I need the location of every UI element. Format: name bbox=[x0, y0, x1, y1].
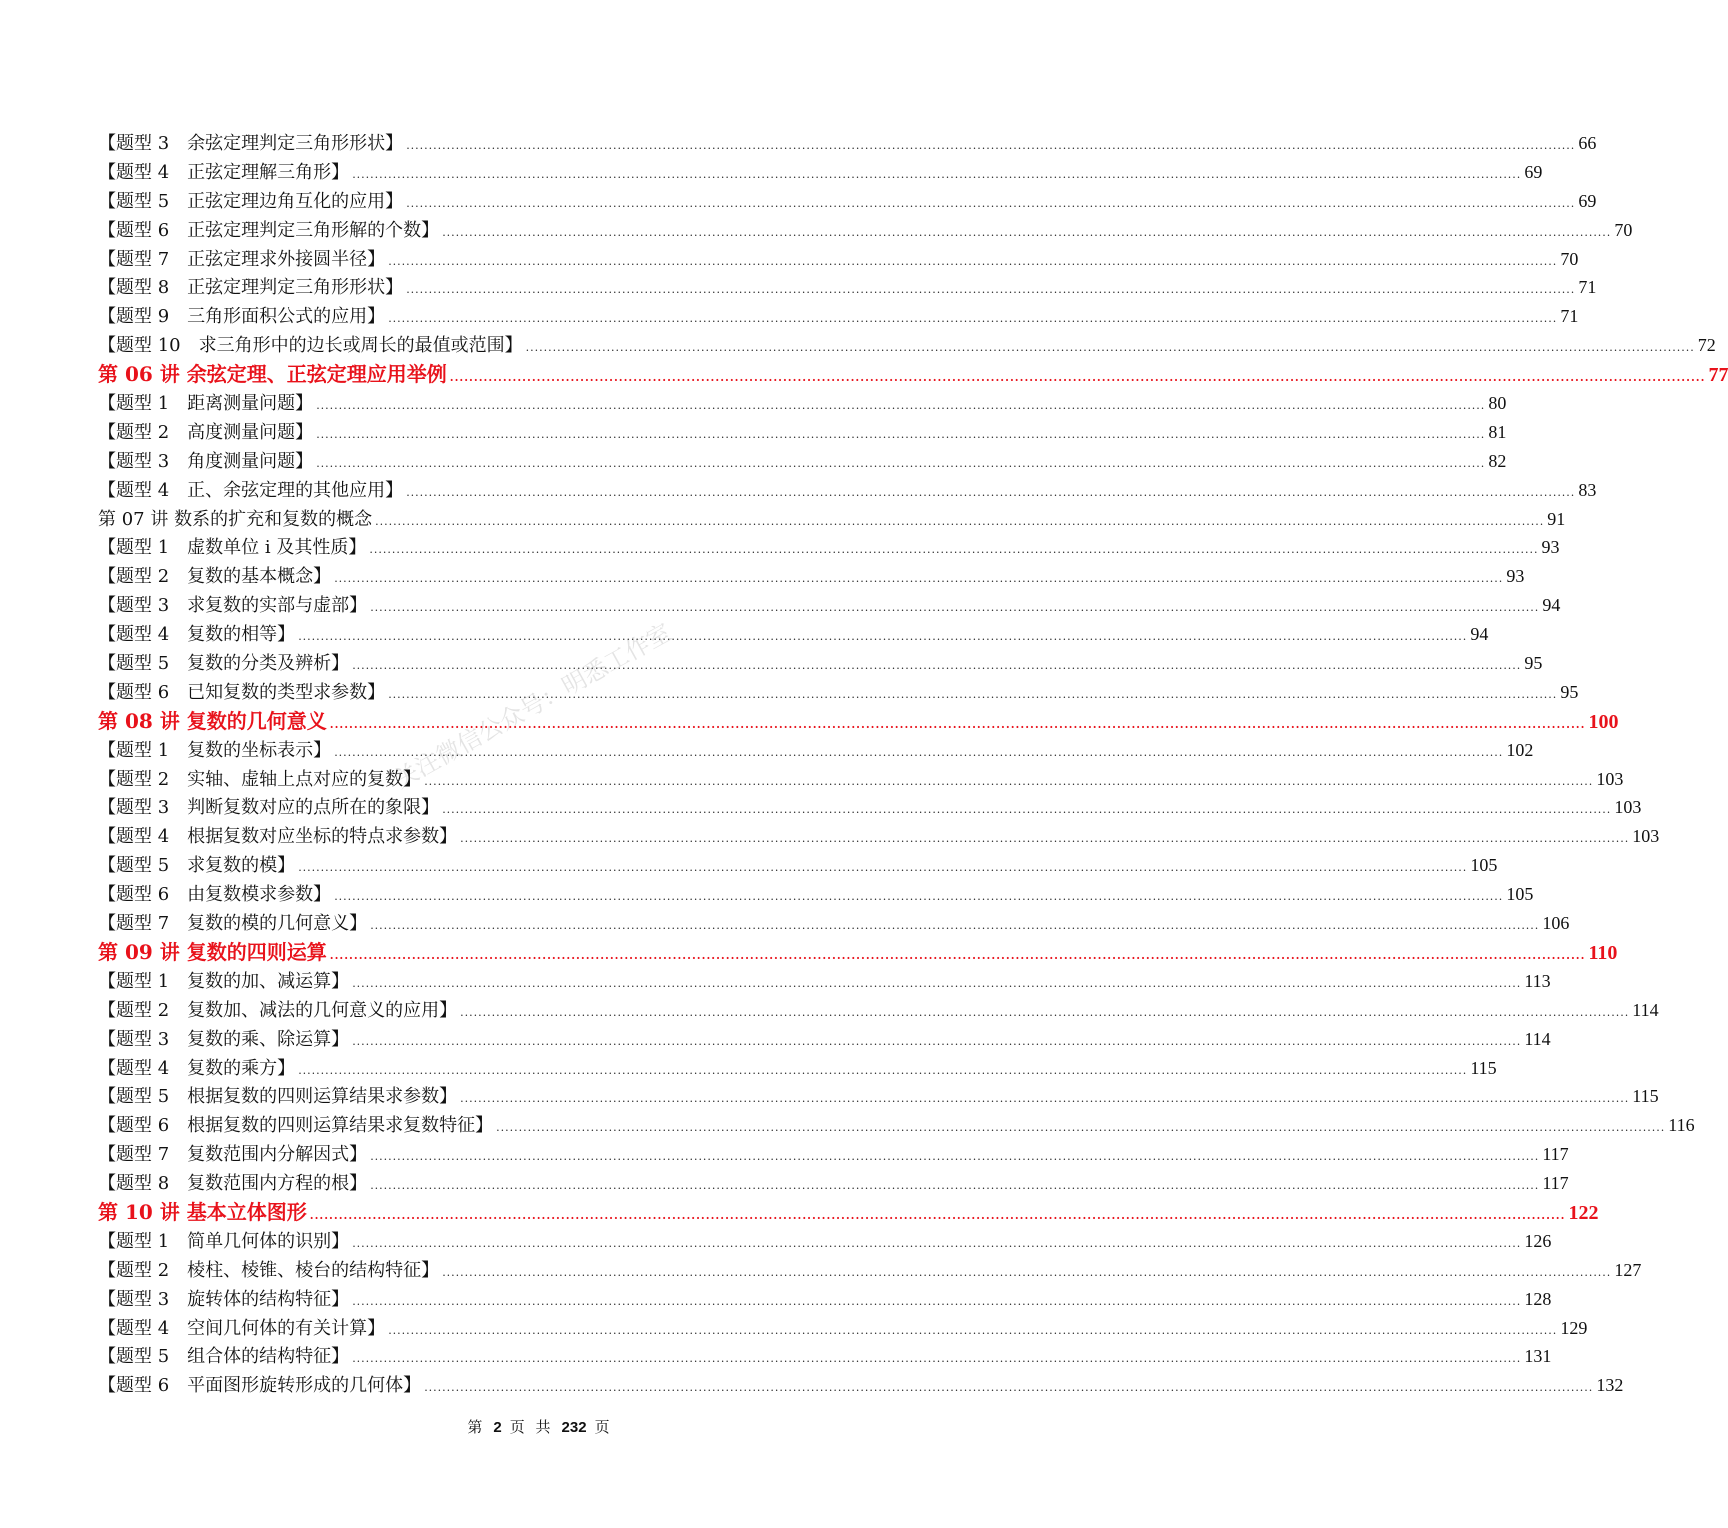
toc-page-number: 80 bbox=[1488, 393, 1507, 414]
toc-lecture-heading[interactable] bbox=[98, 505, 1566, 534]
toc-item[interactable] bbox=[98, 996, 1659, 1025]
watermark-text: 关注微信公众号：明悉工作室 bbox=[389, 618, 676, 794]
toc-page-number: 106 bbox=[1542, 913, 1570, 934]
dot-leader: .................................................................................................................................................................................................................................................................... bbox=[329, 948, 1586, 962]
toc-entry-title: 第 09 讲 复数的四则运算 bbox=[98, 939, 327, 964]
toc-page-number: 129 bbox=[1560, 1317, 1588, 1338]
dot-leader: .................................................................................................................................................................................................................................................................... bbox=[352, 1236, 1522, 1250]
dot-leader: .................................................................................................................................................................................................................................................................... bbox=[309, 1208, 1566, 1222]
dot-leader: .................................................................................................................................................................................................................................................................... bbox=[442, 1265, 1612, 1279]
toc-entry-title: 【题型 7 复数的模的几何意义】 bbox=[98, 913, 368, 935]
toc-entry-title: 【题型 3 旋转体的结构特征】 bbox=[98, 1288, 350, 1310]
toc-item[interactable] bbox=[98, 591, 1561, 620]
page-footer bbox=[0, 1416, 1080, 1437]
toc-page-number: 71 bbox=[1578, 277, 1597, 298]
toc-item[interactable] bbox=[98, 187, 1597, 216]
toc-item[interactable] bbox=[98, 1314, 1588, 1343]
toc-page-number: 69 bbox=[1578, 190, 1597, 211]
toc-entry-title: 【题型 4 正弦定理解三角形】 bbox=[98, 161, 350, 183]
toc-item[interactable] bbox=[98, 331, 1716, 360]
dot-leader: .................................................................................................................................................................................................................................................................... bbox=[388, 1323, 1558, 1337]
footer-suffix: 页 bbox=[594, 1418, 613, 1436]
dot-leader: .................................................................................................................................................................................................................................................................... bbox=[525, 341, 1695, 355]
toc-page-number: 94 bbox=[1470, 624, 1489, 645]
toc-entry-title: 【题型 7 复数范围内分解因式】 bbox=[98, 1144, 368, 1166]
dot-leader: .................................................................................................................................................................................................................................................................... bbox=[442, 803, 1612, 817]
footer-total-pages: 232 bbox=[561, 1419, 587, 1436]
toc-page-number: 126 bbox=[1524, 1230, 1552, 1251]
toc-item[interactable] bbox=[98, 1054, 1497, 1083]
dot-leader: .................................................................................................................................................................................................................................................................... bbox=[352, 1034, 1522, 1048]
dot-leader: .................................................................................................................................................................................................................................................................... bbox=[298, 630, 1468, 644]
toc-entry-title: 【题型 1 虚数单位 i 及其性质】 bbox=[98, 537, 367, 559]
toc-item[interactable] bbox=[98, 1371, 1624, 1400]
dot-leader: .................................................................................................................................................................................................................................................................... bbox=[406, 139, 1576, 152]
dot-leader: .................................................................................................................................................................................................................................................................... bbox=[370, 601, 1540, 615]
toc-page-number: 113 bbox=[1524, 970, 1551, 991]
toc-item[interactable] bbox=[98, 1082, 1659, 1111]
toc-item[interactable] bbox=[98, 909, 1570, 938]
dot-leader: .................................................................................................................................................................................................................................................................... bbox=[298, 1063, 1468, 1077]
toc-entry-title: 【题型 2 复数的基本概念】 bbox=[98, 566, 332, 588]
toc-entry-title: 【题型 5 组合体的结构特征】 bbox=[98, 1346, 350, 1368]
toc-item[interactable] bbox=[98, 1342, 1552, 1371]
toc-entry-title: 【题型 5 求复数的模】 bbox=[98, 855, 296, 877]
toc-item[interactable] bbox=[98, 765, 1624, 794]
toc-entry-title: 【题型 1 复数的加、减运算】 bbox=[98, 970, 350, 992]
toc-entry-title: 【题型 7 正弦定理求外接圆半径】 bbox=[98, 248, 386, 270]
toc-entry-title: 【题型 2 实轴、虚轴上点对应的复数】 bbox=[98, 768, 422, 790]
toc-page-number: 77 bbox=[1708, 364, 1728, 387]
toc-page-number: 103 bbox=[1614, 797, 1642, 818]
toc-entry-title: 【题型 1 复数的坐标表示】 bbox=[98, 739, 332, 761]
dot-leader: .................................................................................................................................................................................................................................................................... bbox=[334, 572, 1504, 586]
toc-page-number: 105 bbox=[1470, 855, 1498, 876]
toc-entry-title: 【题型 6 正弦定理判定三角形解的个数】 bbox=[98, 219, 440, 241]
toc-item[interactable] bbox=[98, 389, 1507, 418]
toc-page-number: 82 bbox=[1488, 450, 1507, 471]
dot-leader: .................................................................................................................................................................................................................................................................... bbox=[442, 225, 1612, 239]
toc-item[interactable] bbox=[98, 880, 1534, 909]
dot-leader: .................................................................................................................................................................................................................................................................... bbox=[352, 1352, 1522, 1366]
toc-lecture-heading[interactable] bbox=[98, 1198, 1599, 1227]
dot-leader: .................................................................................................................................................................................................................................................................... bbox=[334, 890, 1504, 904]
toc-entry-title: 【题型 6 根据复数的四则运算结果求复数特征】 bbox=[98, 1115, 494, 1137]
toc-item[interactable] bbox=[98, 245, 1579, 274]
toc-page-number: 95 bbox=[1560, 681, 1579, 702]
toc-entry-title: 【题型 8 正弦定理判定三角形形状】 bbox=[98, 277, 404, 299]
toc-entry-title: 【题型 6 已知复数的类型求参数】 bbox=[98, 681, 386, 703]
dot-leader: .................................................................................................................................................................................................................................................................... bbox=[370, 1150, 1540, 1164]
toc-entry-title: 第 07 讲 数系的扩充和复数的概念 bbox=[98, 508, 373, 530]
dot-leader: .................................................................................................................................................................................................................................................................... bbox=[406, 485, 1576, 499]
toc-entry-title: 【题型 1 简单几何体的识别】 bbox=[98, 1230, 350, 1252]
toc-page-number: 93 bbox=[1541, 537, 1560, 558]
dot-leader: .................................................................................................................................................................................................................................................................... bbox=[298, 861, 1468, 875]
toc-page-number: 115 bbox=[1470, 1057, 1497, 1078]
dot-leader: .................................................................................................................................................................................................................................................................... bbox=[496, 1121, 1666, 1135]
toc-item[interactable] bbox=[98, 793, 1642, 822]
toc-entry-title: 【题型 4 复数的乘方】 bbox=[98, 1057, 296, 1079]
toc-entry-title: 【题型 5 根据复数的四则运算结果求参数】 bbox=[98, 1086, 458, 1108]
toc-item[interactable] bbox=[98, 1169, 1569, 1198]
toc-item[interactable] bbox=[98, 649, 1543, 678]
toc-page-number: 83 bbox=[1578, 479, 1597, 500]
dot-leader: .................................................................................................................................................................................................................................................................... bbox=[388, 254, 1558, 268]
dot-leader: .................................................................................................................................................................................................................................................................... bbox=[334, 745, 1504, 759]
toc-entry-title: 【题型 3 判断复数对应的点所在的象限】 bbox=[98, 797, 440, 819]
dot-leader: .................................................................................................................................................................................................................................................................... bbox=[316, 399, 1486, 413]
toc-item[interactable] bbox=[98, 562, 1525, 591]
toc-item[interactable] bbox=[98, 1111, 1695, 1140]
toc-page-number: 70 bbox=[1560, 248, 1579, 269]
toc-item[interactable] bbox=[98, 1285, 1552, 1314]
dot-leader: .................................................................................................................................................................................................................................................................... bbox=[424, 774, 1594, 788]
dot-leader: .................................................................................................................................................................................................................................................................... bbox=[329, 717, 1586, 731]
toc-page-number: 91 bbox=[1547, 508, 1566, 529]
toc-page-number: 95 bbox=[1524, 653, 1543, 674]
toc-page-number: 114 bbox=[1632, 999, 1659, 1020]
dot-leader: .................................................................................................................................................................................................................................................................... bbox=[316, 456, 1486, 470]
toc-entry-title: 【题型 3 角度测量问题】 bbox=[98, 450, 314, 472]
dot-leader: .................................................................................................................................................................................................................................................................... bbox=[375, 514, 1545, 528]
toc-entry-title: 【题型 4 根据复数对应坐标的特点求参数】 bbox=[98, 826, 458, 848]
toc-page-number: 115 bbox=[1632, 1086, 1659, 1107]
dot-leader: .................................................................................................................................................................................................................................................................... bbox=[388, 687, 1558, 701]
toc-item[interactable] bbox=[98, 129, 1597, 158]
toc-page-number: 103 bbox=[1632, 826, 1660, 847]
toc-page-number: 100 bbox=[1588, 710, 1619, 733]
toc-entry-title: 第 06 讲 余弦定理、正弦定理应用举例 bbox=[98, 362, 447, 387]
toc-page-number: 114 bbox=[1524, 1028, 1551, 1049]
toc-entry-title: 【题型 5 复数的分类及辨析】 bbox=[98, 653, 350, 675]
table-of-contents bbox=[98, 129, 1728, 1400]
dot-leader: .................................................................................................................................................................................................................................................................... bbox=[352, 167, 1522, 181]
footer-middle: 页 共 bbox=[509, 1418, 554, 1436]
toc-item[interactable] bbox=[98, 418, 1507, 447]
dot-leader: .................................................................................................................................................................................................................................................................... bbox=[388, 312, 1558, 326]
toc-item[interactable] bbox=[98, 533, 1560, 562]
toc-item[interactable] bbox=[98, 476, 1597, 505]
dot-leader: .................................................................................................................................................................................................................................................................... bbox=[460, 1092, 1630, 1106]
toc-item[interactable] bbox=[98, 1256, 1642, 1285]
dot-leader: .................................................................................................................................................................................................................................................................... bbox=[406, 196, 1576, 210]
dot-leader: .................................................................................................................................................................................................................................................................... bbox=[352, 659, 1522, 673]
toc-page-number: 117 bbox=[1542, 1173, 1569, 1194]
footer-prefix: 第 bbox=[467, 1418, 486, 1436]
toc-entry-title: 【题型 3 求复数的实部与虚部】 bbox=[98, 595, 368, 617]
toc-entry-title: 【题型 8 复数范围内方程的根】 bbox=[98, 1173, 368, 1195]
toc-item[interactable] bbox=[98, 273, 1597, 302]
toc-entry-title: 【题型 2 复数加、减法的几何意义的应用】 bbox=[98, 999, 458, 1021]
toc-item[interactable] bbox=[98, 1025, 1551, 1054]
toc-entry-title: 【题型 6 平面图形旋转形成的几何体】 bbox=[98, 1375, 422, 1397]
toc-entry-title: 第 10 讲 基本立体图形 bbox=[98, 1199, 307, 1224]
toc-page-number: 127 bbox=[1614, 1259, 1642, 1280]
toc-entry-title: 【题型 5 正弦定理边角互化的应用】 bbox=[98, 190, 404, 212]
toc-item[interactable] bbox=[98, 736, 1534, 765]
toc-page-number: 105 bbox=[1506, 884, 1534, 905]
toc-entry-title: 【题型 1 距离测量问题】 bbox=[98, 393, 314, 415]
dot-leader: .................................................................................................................................................................................................................................................................... bbox=[424, 1381, 1594, 1395]
toc-item[interactable] bbox=[98, 1140, 1569, 1169]
dot-leader: .................................................................................................................................................................................................................................................................... bbox=[369, 543, 1539, 557]
toc-entry-title: 【题型 4 复数的相等】 bbox=[98, 624, 296, 646]
toc-page-number: 81 bbox=[1488, 421, 1507, 442]
dot-leader: .................................................................................................................................................................................................................................................................... bbox=[370, 1179, 1540, 1193]
toc-entry-title: 第 08 讲 复数的几何意义 bbox=[98, 708, 327, 733]
dot-leader: .................................................................................................................................................................................................................................................................... bbox=[316, 427, 1486, 441]
dot-leader: .................................................................................................................................................................................................................................................................... bbox=[460, 832, 1630, 846]
dot-leader: .................................................................................................................................................................................................................................................................... bbox=[370, 919, 1540, 933]
toc-page-number: 110 bbox=[1588, 941, 1618, 964]
toc-page-number: 69 bbox=[1524, 161, 1543, 182]
toc-item[interactable] bbox=[98, 302, 1579, 331]
toc-entry-title: 【题型 10 求三角形中的边长或周长的最值或范围】 bbox=[98, 335, 523, 357]
toc-item[interactable] bbox=[98, 822, 1660, 851]
toc-page-number: 94 bbox=[1542, 595, 1561, 616]
toc-entry-title: 【题型 3 复数的乘、除运算】 bbox=[98, 1028, 350, 1050]
toc-page-number: 132 bbox=[1596, 1375, 1624, 1396]
toc-page-number: 131 bbox=[1524, 1346, 1552, 1367]
toc-page-number: 71 bbox=[1560, 306, 1579, 327]
toc-lecture-heading[interactable] bbox=[98, 360, 1728, 389]
toc-item[interactable] bbox=[98, 967, 1551, 996]
toc-lecture-heading[interactable] bbox=[98, 938, 1618, 967]
toc-item[interactable] bbox=[98, 447, 1507, 476]
toc-page-number: 102 bbox=[1506, 739, 1534, 760]
toc-item[interactable] bbox=[98, 216, 1633, 245]
toc-page-number: 122 bbox=[1568, 1201, 1599, 1224]
toc-page-number: 66 bbox=[1578, 133, 1597, 153]
dot-leader: .................................................................................................................................................................................................................................................................... bbox=[352, 1294, 1522, 1308]
toc-item[interactable] bbox=[98, 620, 1489, 649]
toc-entry-title: 【题型 2 棱柱、棱锥、棱台的结构特征】 bbox=[98, 1259, 440, 1281]
dot-leader: .................................................................................................................................................................................................................................................................... bbox=[406, 283, 1576, 297]
toc-entry-title: 【题型 3 余弦定理判定三角形形状】 bbox=[98, 133, 404, 154]
dot-leader: .................................................................................................................................................................................................................................................................... bbox=[352, 976, 1522, 990]
footer-current-page: 2 bbox=[493, 1419, 502, 1436]
toc-item[interactable] bbox=[98, 1227, 1552, 1256]
toc-entry-title: 【题型 9 三角形面积公式的应用】 bbox=[98, 306, 386, 328]
toc-page-number: 103 bbox=[1596, 768, 1624, 789]
toc-page-number: 93 bbox=[1506, 566, 1525, 587]
toc-item[interactable] bbox=[98, 851, 1498, 880]
toc-entry-title: 【题型 6 由复数模求参数】 bbox=[98, 884, 332, 906]
dot-leader: .................................................................................................................................................................................................................................................................... bbox=[460, 1005, 1630, 1019]
toc-entry-title: 【题型 2 高度测量问题】 bbox=[98, 421, 314, 443]
toc-entry-title: 【题型 4 空间几何体的有关计算】 bbox=[98, 1317, 386, 1339]
toc-page-number: 116 bbox=[1668, 1115, 1695, 1136]
toc-page-number: 128 bbox=[1524, 1288, 1552, 1309]
dot-leader: .................................................................................................................................................................................................................................................................... bbox=[449, 371, 1706, 385]
toc-item[interactable] bbox=[98, 158, 1543, 187]
toc-page-number: 117 bbox=[1542, 1144, 1569, 1165]
toc-page-number: 70 bbox=[1614, 219, 1633, 240]
toc-page-number: 72 bbox=[1697, 335, 1716, 356]
toc-entry-title: 【题型 4 正、余弦定理的其他应用】 bbox=[98, 479, 404, 501]
